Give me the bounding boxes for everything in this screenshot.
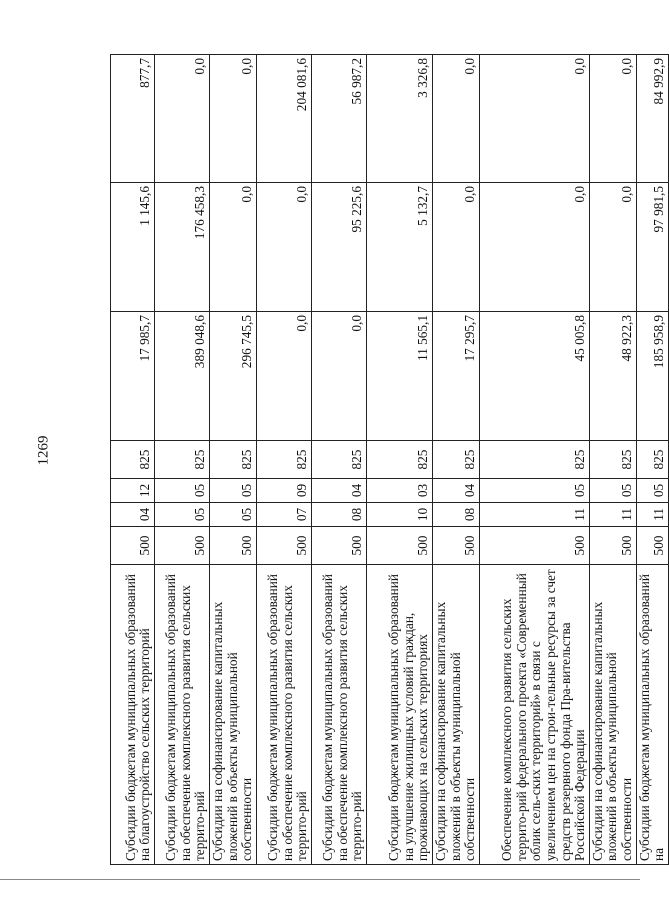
code-ministry: 825	[479, 441, 589, 479]
code-subchapter: 03	[366, 479, 432, 503]
table-row	[210, 55, 257, 865]
code-section: 500	[636, 527, 668, 565]
code-section: 500	[155, 527, 210, 565]
table-row	[366, 55, 432, 865]
code-subchapter: 05	[479, 479, 589, 503]
amount-year-2: 97 981,5	[636, 183, 668, 312]
amount-year-3: 204 081,6	[256, 55, 311, 183]
table-row	[111, 55, 155, 865]
amount-year-2: 5 132,7	[366, 183, 432, 312]
table-row	[155, 55, 210, 865]
code-ministry: 825	[366, 441, 432, 479]
code-subchapter: 05	[589, 479, 636, 503]
code-chapter: 04	[111, 503, 155, 527]
code-ministry: 825	[311, 441, 366, 479]
row-description: Субсидии на софинансирование капитальных вложений в объекты муниципальной собственности	[210, 565, 257, 865]
amount-year-3: 3 326,8	[366, 55, 432, 183]
code-section: 500	[256, 527, 311, 565]
table-container	[110, 55, 667, 865]
code-section: 500	[432, 527, 479, 565]
amount-year-3: 56 987,2	[311, 55, 366, 183]
amount-year-2: 1 145,6	[111, 183, 155, 312]
code-chapter: 11	[589, 503, 636, 527]
code-chapter: 08	[311, 503, 366, 527]
code-subchapter: 05	[210, 479, 257, 503]
row-description: Субсидии бюджетам муниципальных образований на улучшение жилищных условий граждан, проживающих на сельских территориях	[366, 565, 432, 865]
code-subchapter: 09	[256, 479, 311, 503]
amount-year-2: 95 225,6	[311, 183, 366, 312]
amount-year-3: 0,0	[155, 55, 210, 183]
code-chapter: 10	[366, 503, 432, 527]
amount-year-1: 45 005,8	[479, 312, 589, 441]
row-description: Субсидии бюджетам муниципальных образований на обеспечение комплексного развития сельских террито-рий	[311, 565, 366, 865]
budget-table	[110, 54, 669, 865]
page-number: 1269	[35, 435, 52, 466]
amount-year-2: 0,0	[589, 183, 636, 312]
code-ministry: 825	[432, 441, 479, 479]
code-section: 500	[311, 527, 366, 565]
code-chapter: 08	[432, 503, 479, 527]
amount-year-3: 0,0	[210, 55, 257, 183]
amount-year-1: 17 295,7	[432, 312, 479, 441]
code-ministry: 825	[636, 441, 668, 479]
amount-year-2: 0,0	[432, 183, 479, 312]
code-section: 500	[589, 527, 636, 565]
amount-year-2: 176 458,3	[155, 183, 210, 312]
code-ministry: 825	[210, 441, 257, 479]
row-description: Субсидии на софинансирование капитальных вложений в объекты муниципальной собственности	[589, 565, 636, 865]
code-ministry: 825	[111, 441, 155, 479]
table-row	[256, 55, 311, 865]
code-section: 500	[210, 527, 257, 565]
amount-year-3: 0,0	[432, 55, 479, 183]
amount-year-3: 0,0	[479, 55, 589, 183]
amount-year-2: 0,0	[479, 183, 589, 312]
code-ministry: 825	[589, 441, 636, 479]
code-ministry: 825	[155, 441, 210, 479]
amount-year-1: 185 958,9	[636, 312, 668, 441]
code-chapter: 11	[636, 503, 668, 527]
code-section: 500	[366, 527, 432, 565]
rotated-table-area	[110, 55, 667, 865]
amount-year-2: 0,0	[256, 183, 311, 312]
code-chapter: 11	[479, 503, 589, 527]
amount-year-1: 17 985,7	[111, 312, 155, 441]
row-description: Обеспечение комплексного развития сельских террито-рий федерального проекта «Современный облик сель-ских территорий» в связи с увеличением цен на строи-тельные ресурсы за счет средств резервного фонда Пра-вительства Российской Федерации	[479, 565, 589, 865]
table-row	[311, 55, 366, 865]
code-section: 500	[479, 527, 589, 565]
row-description: Субсидии бюджетам муниципальных образований на обеспечение комплексного развития сельских террито-рий	[155, 565, 210, 865]
table-row	[432, 55, 479, 865]
code-subchapter: 05	[155, 479, 210, 503]
code-subchapter: 12	[111, 479, 155, 503]
amount-year-1: 0,0	[256, 312, 311, 441]
table-body	[111, 55, 669, 865]
code-chapter: 05	[155, 503, 210, 527]
amount-year-1: 0,0	[311, 312, 366, 441]
code-ministry: 825	[256, 441, 311, 479]
table-row	[636, 55, 668, 865]
code-subchapter: 04	[311, 479, 366, 503]
table-row	[589, 55, 636, 865]
amount-year-3: 84 992,9	[636, 55, 668, 183]
page-bottom-rule	[0, 879, 640, 880]
amount-year-3: 877,7	[111, 55, 155, 183]
table-row	[479, 55, 589, 865]
amount-year-1: 389 048,6	[155, 312, 210, 441]
code-chapter: 07	[256, 503, 311, 527]
amount-year-3: 0,0	[589, 55, 636, 183]
amount-year-1: 48 922,3	[589, 312, 636, 441]
amount-year-1: 11 565,1	[366, 312, 432, 441]
code-subchapter: 05	[636, 479, 668, 503]
row-description: Субсидии на софинансирование капитальных вложений в объекты муниципальной собственности	[432, 565, 479, 865]
amount-year-2: 0,0	[210, 183, 257, 312]
code-section: 500	[111, 527, 155, 565]
row-description: Субсидии бюджетам муниципальных образований на обеспечение комплексного развития сельских террито-рий	[256, 565, 311, 865]
code-subchapter: 04	[432, 479, 479, 503]
row-description: Субсидии бюджетам муниципальных образований на благоустройство сельских территорий	[111, 565, 155, 865]
code-chapter: 05	[210, 503, 257, 527]
amount-year-1: 296 745,5	[210, 312, 257, 441]
row-description: Субсидии бюджетам муниципальных образований на	[636, 565, 668, 865]
